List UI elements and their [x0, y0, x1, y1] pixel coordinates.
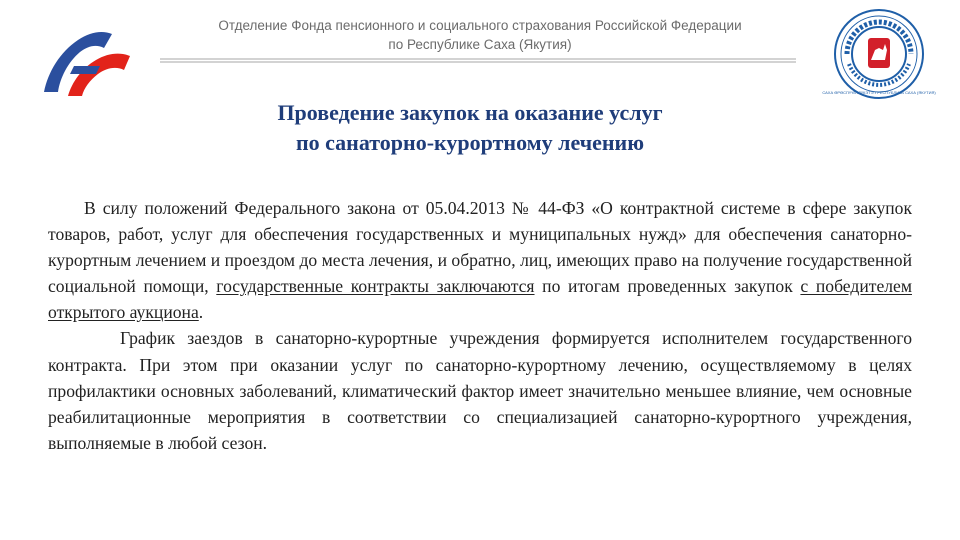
paragraph-1-underlined-contracts: государственные контракты заключаются	[216, 276, 535, 297]
emblem-ring-text: САХА ӨРӨСПҮҮБҮЛҮКЭТЭ • РЕСПУБЛИКА САХА (ЯКУТИЯ)	[822, 90, 936, 95]
paragraph-1-underlined-auction: с победителем открытого аукциона	[48, 276, 912, 323]
organization-header	[160, 16, 800, 54]
sfr-logo-blue-bar	[70, 66, 100, 74]
paragraph-1-text-b: по итогам проведенных закупок	[534, 276, 801, 297]
paragraph-1-text-c: .	[198, 302, 204, 323]
organization-name-line1: Отделение Фонда пенсионного и социального страхования Российской Федерации	[218, 18, 742, 33]
paragraph-1-text-a: В силу положений Федерального закона от 05.04.2013 № 44-ФЗ «О контрактной системе в сфере закупок товаров, работ, услуг для обеспечения государственных и муниципальных нужд» для обеспечения санаторно-курортным лечением и проездом до места лечения, и обратно, лиц, имеющих право на получение государственной социальной помощи,	[48, 198, 912, 297]
page-title	[120, 98, 820, 158]
sfr-logo	[38, 22, 134, 100]
document-body	[48, 195, 912, 456]
republic-emblem	[822, 8, 936, 100]
paragraph-1	[48, 195, 912, 325]
header-divider	[160, 57, 796, 67]
paragraph-2: График заездов в санаторно-курортные учреждения формируется исполнителем государственного контракта. При этом при оказании услуг по санаторно-курортному лечению, осуществляемому в целях профилактики основных заболеваний, климатический фактор имеет значительно меньшее влияние, чем основные реабилитационные мероприятия в соответствии со специализацией санаторно-курортного учреждения, выполняемые в любой сезон.	[48, 328, 912, 453]
sfr-logo-red-shape	[68, 54, 130, 96]
title-line1: Проведение закупок на оказание услуг	[277, 100, 663, 125]
title-line2: по санаторно-курортному лечению	[295, 130, 645, 155]
organization-name-line2: по Республике Саха (Якутия)	[388, 37, 572, 52]
